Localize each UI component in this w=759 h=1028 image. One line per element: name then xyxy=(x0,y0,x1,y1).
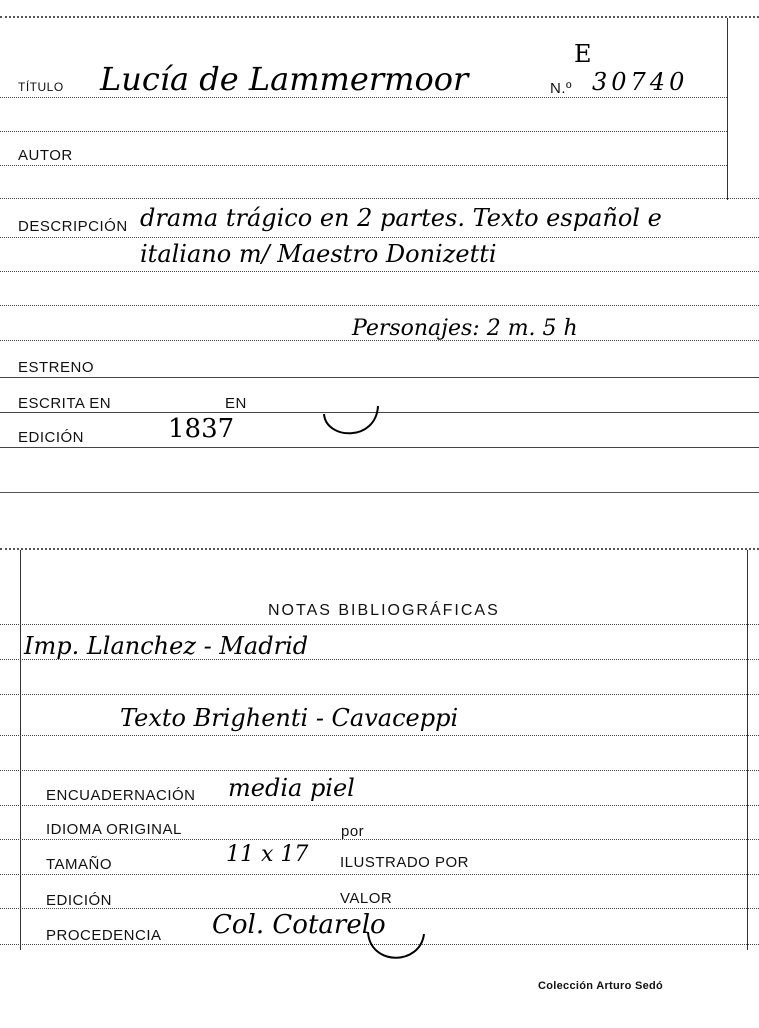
catalog-card-top xyxy=(0,0,759,480)
encuadernacion-label: ENCUADERNACIÓN xyxy=(46,787,196,804)
encuadernacion-value: media piel xyxy=(228,774,355,802)
numero-label: N.º xyxy=(550,80,572,97)
escrita-label: ESCRITA EN xyxy=(18,395,112,412)
rule xyxy=(0,624,759,625)
rule xyxy=(0,805,759,806)
tamano-label: TAMAÑO xyxy=(46,856,113,873)
card-separator xyxy=(0,492,759,493)
rule xyxy=(0,131,727,132)
titulo-rule xyxy=(0,97,727,98)
rule xyxy=(0,839,759,840)
ilustrado-label: ILUSTRADO POR xyxy=(340,854,470,871)
notas-heading: NOTAS BIBLIOGRÁFICAS xyxy=(268,602,500,619)
pen-stroke-mark xyxy=(362,926,432,970)
coleccion-stamp: Colección Arturo Sedó xyxy=(538,980,664,992)
rule xyxy=(0,770,759,771)
rule xyxy=(0,694,759,695)
card-right-border xyxy=(747,550,748,950)
por-label: por xyxy=(341,823,365,840)
numero-series: E xyxy=(574,40,592,68)
descripcion-rule xyxy=(0,237,759,238)
rule xyxy=(0,874,759,875)
personajes-note: Personajes: 2 m. 5 h xyxy=(352,316,578,341)
edicion-label: EDICIÓN xyxy=(46,892,113,909)
edicion-label: EDICIÓN xyxy=(18,429,85,446)
autor-label: AUTOR xyxy=(18,147,73,164)
numero-value: 30740 xyxy=(592,68,689,96)
estreno-label: ESTRENO xyxy=(18,359,95,376)
card-top-edge xyxy=(0,548,759,550)
rule xyxy=(0,305,759,306)
rule xyxy=(0,198,759,199)
descripcion-label: DESCRIPCIÓN xyxy=(18,218,128,235)
rule xyxy=(0,340,759,341)
descripcion-line2: italiano m/ Maestro Donizetti xyxy=(140,240,497,268)
procedencia-label: PROCEDENCIA xyxy=(46,927,162,944)
estreno-rule xyxy=(0,377,759,378)
rule xyxy=(0,271,759,272)
titulo-value: Lucía de Lammermoor xyxy=(100,60,469,98)
card-left-border xyxy=(20,550,21,950)
notas-line2: Texto Brighenti - Cavaceppi xyxy=(120,704,459,732)
descripcion-line1: drama trágico en 2 partes. Texto español e xyxy=(140,204,662,232)
valor-label: VALOR xyxy=(340,890,393,907)
notas-line1: Imp. Llanchez - Madrid xyxy=(24,632,309,660)
en-label: EN xyxy=(225,395,247,412)
tamano-value: 11 x 17 xyxy=(226,842,309,867)
card-right-border xyxy=(727,18,728,200)
titulo-label: TÍTULO xyxy=(18,80,64,94)
edicion-value: 1837 xyxy=(168,414,235,444)
rule xyxy=(0,735,759,736)
rule xyxy=(0,659,759,660)
idioma-label: IDIOMA ORIGINAL xyxy=(46,821,182,838)
edicion-rule xyxy=(0,447,759,448)
autor-rule xyxy=(0,165,727,166)
catalog-card-bottom xyxy=(0,546,759,1026)
pen-stroke-mark xyxy=(320,400,384,446)
procedencia-value: Col. Cotarelo xyxy=(212,910,386,940)
card-top-edge xyxy=(0,16,759,18)
rule xyxy=(0,908,759,909)
